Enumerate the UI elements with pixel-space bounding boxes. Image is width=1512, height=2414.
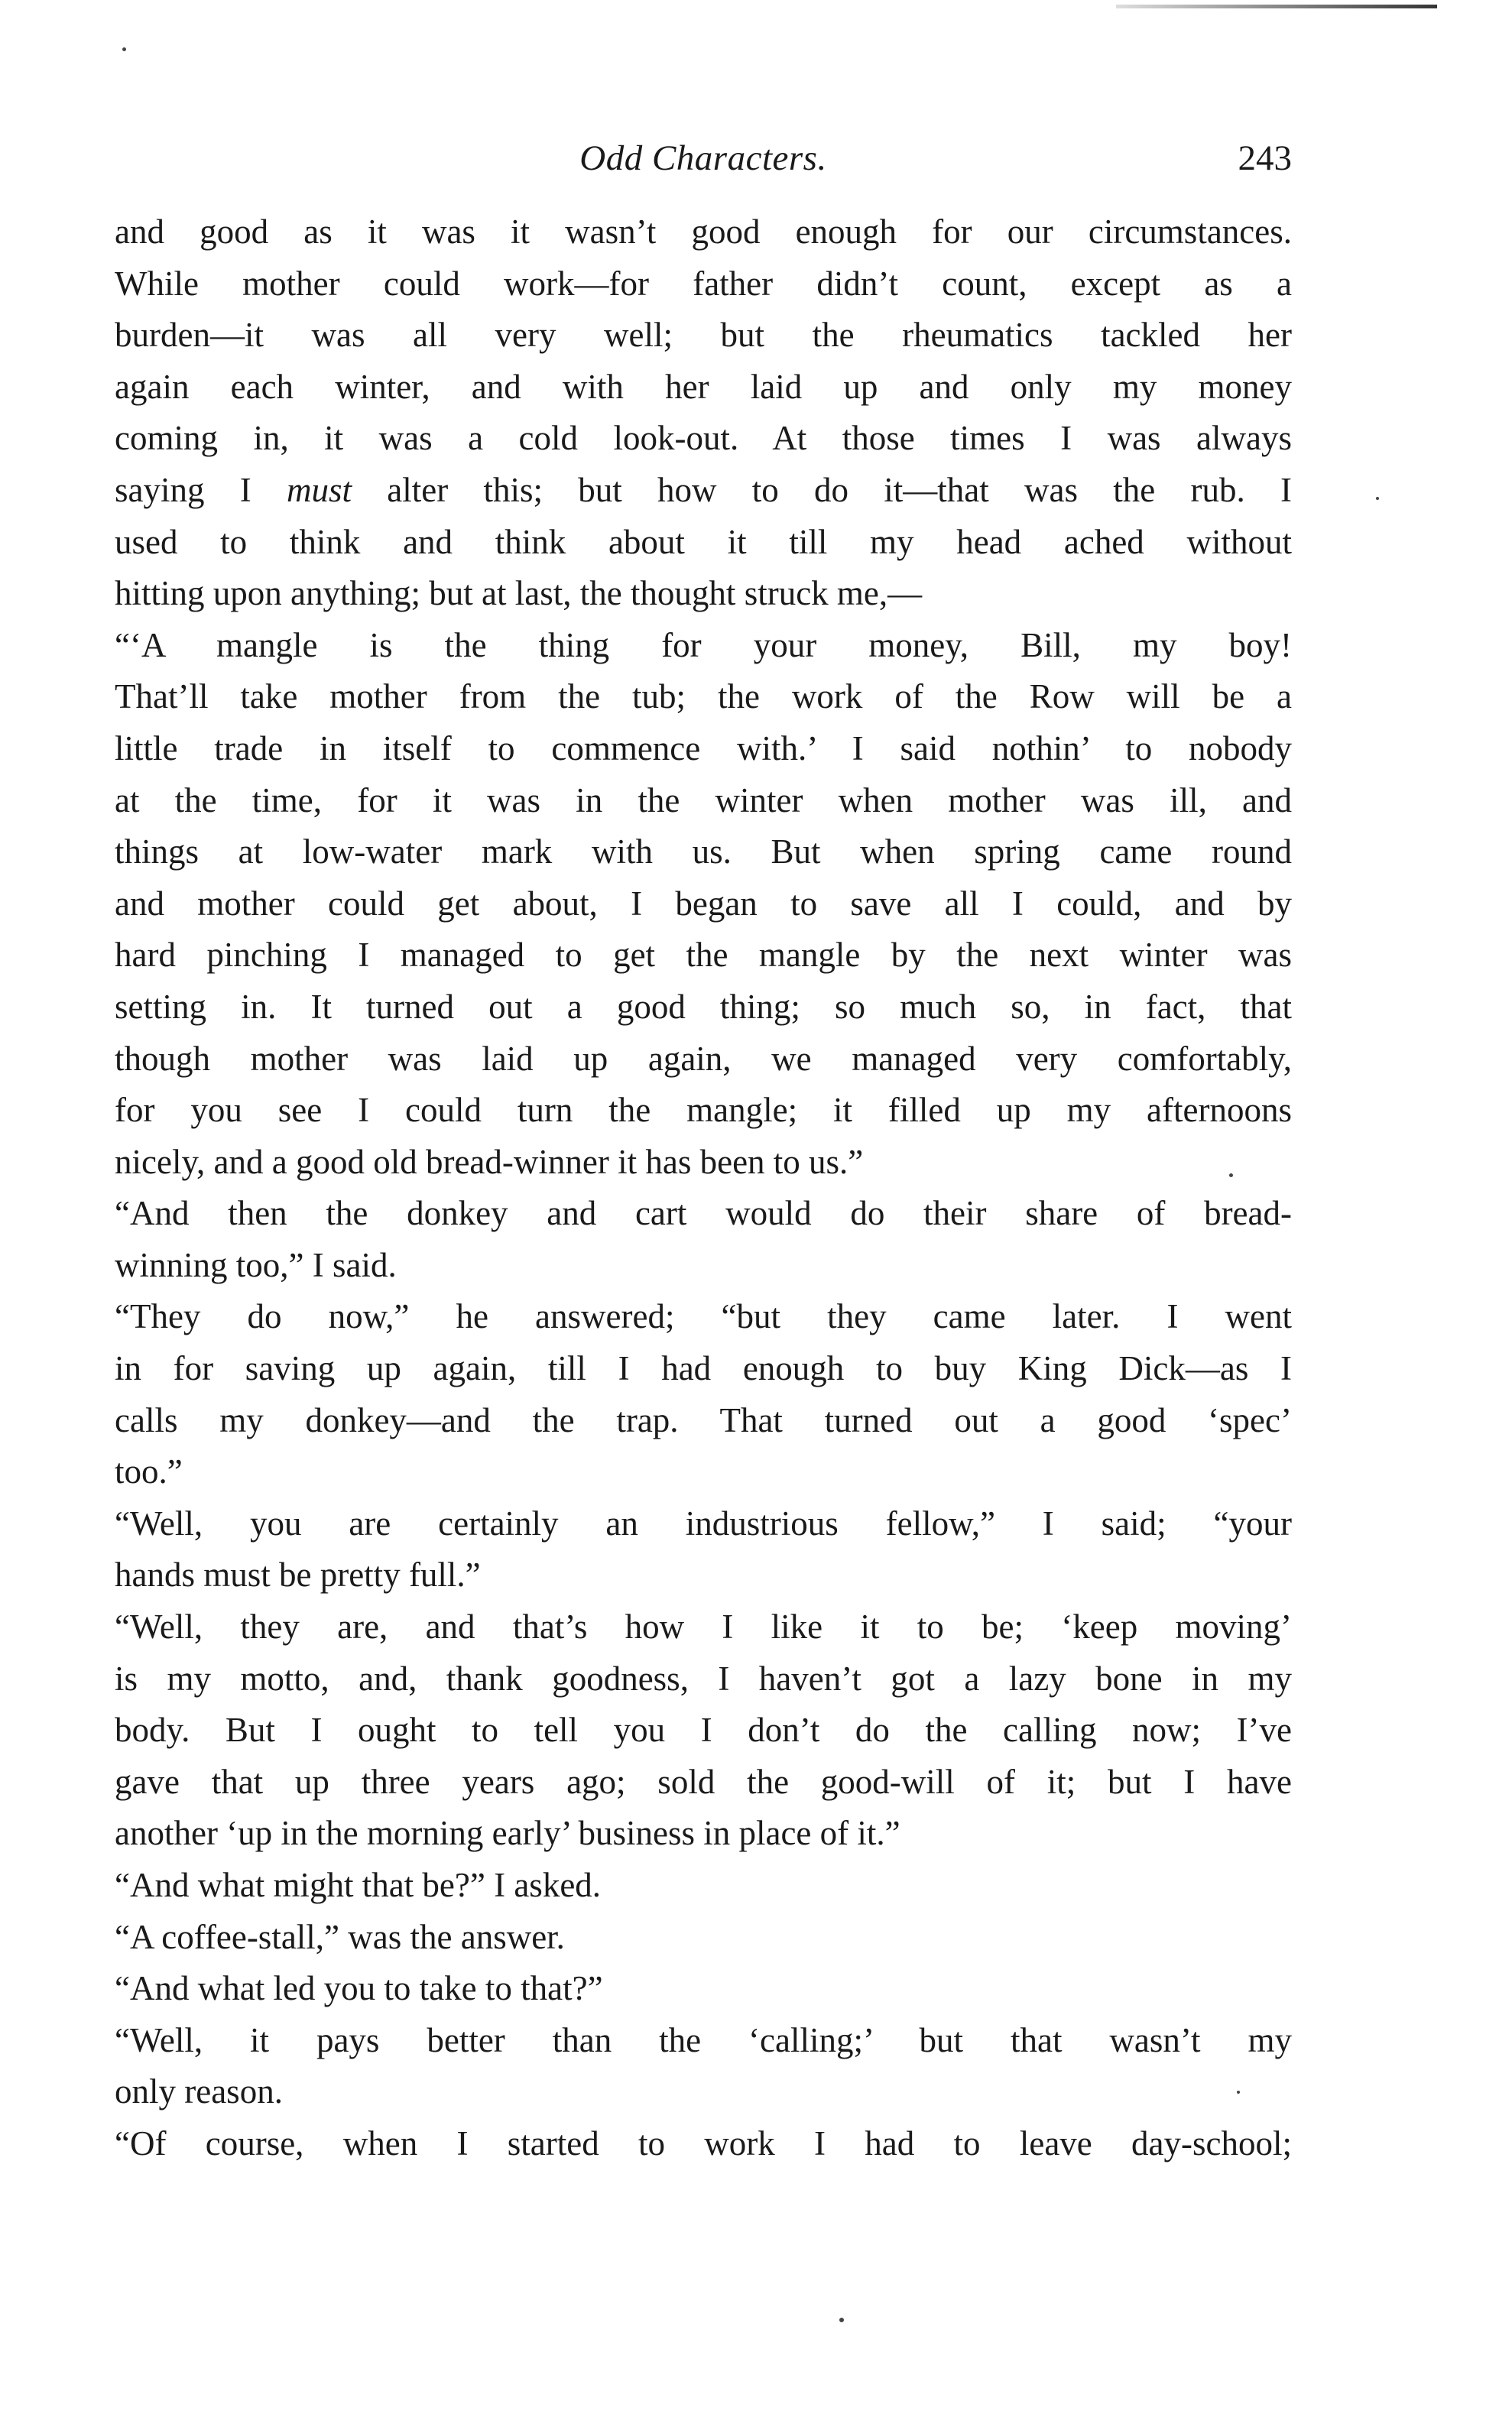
- text-line: winning too,” I said.: [115, 1245, 397, 1284]
- text-line: only reason.: [115, 2072, 283, 2111]
- text-line: While mother could work—for father didn’t count, except as a: [115, 264, 1292, 303]
- print-speck: [1229, 1173, 1233, 1177]
- text-line: body. But I ought to tell you I don’t do the calling now; I’ve: [115, 1711, 1292, 1750]
- print-speck: [1237, 2091, 1240, 2094]
- text-line: “And what led you to take to that?”: [115, 1969, 603, 2008]
- text-line: things at low-water mark with us. But when spring came round: [115, 832, 1292, 871]
- text-line: “And then the donkey and cart would do their share of bread-: [115, 1194, 1292, 1233]
- print-speck: [1376, 497, 1379, 500]
- text-line: at the time, for it was in the winter when mother was ill, and: [115, 780, 1292, 819]
- text-line: “Well, it pays better than the ‘calling;’ but that wasn’t my: [115, 2020, 1292, 2059]
- text-line: “They do now,” he answered; “but they came later. I went: [115, 1297, 1292, 1336]
- page-edge-rule: [1116, 5, 1437, 8]
- text-line: setting in. It turned out a good thing; so much so, in fact, that: [115, 987, 1292, 1026]
- text-line: “A coffee-stall,” was the answer.: [115, 1917, 565, 1956]
- text-line: though mother was laid up again, we managed very comfortably,: [115, 1039, 1292, 1078]
- page-number: 243: [1238, 138, 1292, 178]
- text-line: and good as it was it wasn’t good enough for our circumstances.: [115, 213, 1292, 251]
- text-line: calls my donkey—and the trap. That turned out a good ‘spec’: [115, 1400, 1292, 1439]
- body-text: [115, 206, 1292, 2170]
- text-line: used to think and think about it till my head ached without: [115, 522, 1292, 561]
- text-line: saying I must alter this; but how to do it—that was the rub. I: [115, 470, 1292, 509]
- text-line: “Well, you are certainly an industrious fellow,” I said; “your: [115, 1504, 1292, 1543]
- text-line: and mother could get about, I began to save all I could, and by: [115, 884, 1292, 923]
- text-line: “And what might that be?” I asked.: [115, 1866, 602, 1904]
- print-speck: [122, 47, 126, 51]
- text-line: another ‘up in the morning early’ business in place of it.”: [115, 1814, 900, 1853]
- text-line: too.”: [115, 1452, 183, 1491]
- text-line: again each winter, and with her laid up and only my money: [115, 367, 1292, 406]
- emphasis: must: [287, 470, 352, 509]
- text-line: hitting upon anything; but at last, the thought struck me,—: [115, 574, 923, 613]
- text-line: gave that up three years ago; sold the good-will of it; but I have: [115, 1762, 1292, 1801]
- text-line: nicely, and a good old bread-winner it has been to us.”: [115, 1142, 864, 1181]
- print-speck: [839, 2318, 844, 2322]
- text-line: in for saving up again, till I had enough to buy King Dick—as I: [115, 1349, 1292, 1388]
- text-line: hands must be pretty full.”: [115, 1556, 481, 1595]
- text-line: coming in, it was a cold look-out. At those times I was always: [115, 419, 1292, 458]
- text-line: little trade in itself to commence with.’ I said nothin’ to nobody: [115, 728, 1292, 767]
- text-line: is my motto, and, thank goodness, I haven’t got a lazy bone in my: [115, 1659, 1292, 1698]
- text-line: “Of course, when I started to work I had to leave day-school;: [115, 2124, 1292, 2163]
- text-line: hard pinching I managed to get the mangle by the next winter was: [115, 936, 1292, 975]
- text-line: That’ll take mother from the tub; the work of the Row will be a: [115, 677, 1292, 716]
- text-line: “‘A mangle is the thing for your money, Bill, my boy!: [115, 625, 1292, 664]
- text-line: for you see I could turn the mangle; it filled up my afternoons: [115, 1091, 1292, 1130]
- page-header: [115, 131, 1292, 185]
- text-line: “Well, they are, and that’s how I like it to be; ‘keep moving’: [115, 1608, 1292, 1647]
- text-line: burden—it was all very well; but the rheumatics tackled her: [115, 316, 1292, 355]
- running-title: Odd Characters.: [579, 138, 827, 178]
